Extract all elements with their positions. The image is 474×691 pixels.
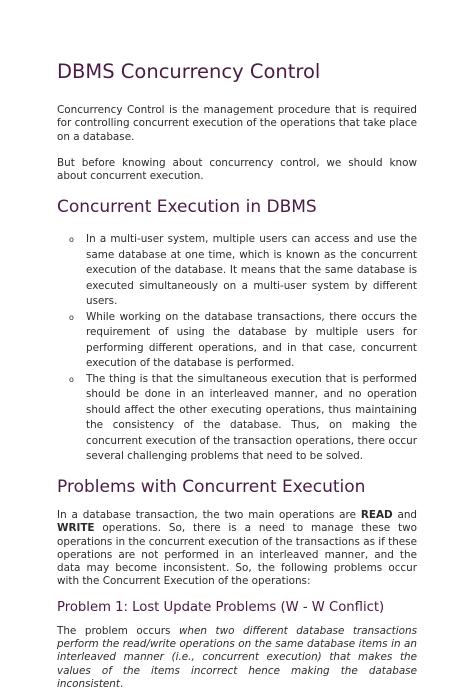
bullet-circle-icon: o [69, 374, 74, 384]
problems-text-part2: operations. So, there is a need to manage these two operations in the concurrent execution of the transactions as if these operations are not performed in an interleaved manner, and the data may become inconsistent. So, the following problems occur with the Concurrent Execution of the operations: [57, 522, 417, 588]
problems-paragraph [57, 509, 417, 589]
and-text: and [392, 508, 418, 521]
page-title: DBMS Concurrency Control [57, 60, 321, 83]
document-content [57, 60, 417, 691]
section-heading-concurrent-execution: Concurrent Execution in DBMS [57, 197, 317, 218]
problem-1-heading: Problem 1: Lost Update Problems (W - W Conflict) [57, 599, 385, 615]
problem-1-lead: The problem occurs [57, 624, 179, 637]
problem-1-paragraph [57, 625, 417, 691]
list-item [57, 232, 417, 310]
intro-paragraph-2: But before knowing about concurrency control, we should know about concurrent execution. [57, 156, 417, 183]
bullet-circle-icon: o [69, 235, 74, 245]
list-item-text: While working on the database transactions, there occurs the requirement of using the database by multiple users for performing different operations, and in that case, concurrent execution of the database is performed. [86, 310, 417, 370]
concurrent-execution-list [57, 232, 417, 465]
list-item [57, 310, 417, 372]
write-keyword: WRITE [57, 522, 95, 535]
bullet-circle-icon: o [69, 312, 74, 322]
list-item-text: The thing is that the simultaneous execution that is performed should be done in an interleaved manner, and no operation should affect the other executing operations, thus maintaining the consistency of the database. Thus, on making the concurrent execution of the transaction operations, there occur several challenging problems that need to be solved. [86, 372, 417, 463]
intro-paragraph: Concurrency Control is the management procedure that is required for controlling concurrent execution of the operations that take place on a database. [57, 104, 417, 143]
problems-text-part1: In a database transaction, the two main operations are [57, 508, 361, 521]
section-heading-problems: Problems with Concurrent Execution [57, 476, 366, 497]
problem-1-end: . [119, 677, 124, 690]
problem-1-emphasis: when two different database transactions perform the read/write operations on the same database items in an interleaved manner (i.e., concurrent execution) that makes the values of the items incorrect hence making the database inconsistent [57, 624, 417, 690]
list-item [57, 372, 417, 465]
list-item-text: In a multi-user system, multiple users can access and use the same database at one time, which is known as the concurrent execution of the database. It means that the same database is executed simultaneously on a multi-user system by different users. [86, 233, 417, 308]
read-keyword: READ [360, 508, 393, 521]
